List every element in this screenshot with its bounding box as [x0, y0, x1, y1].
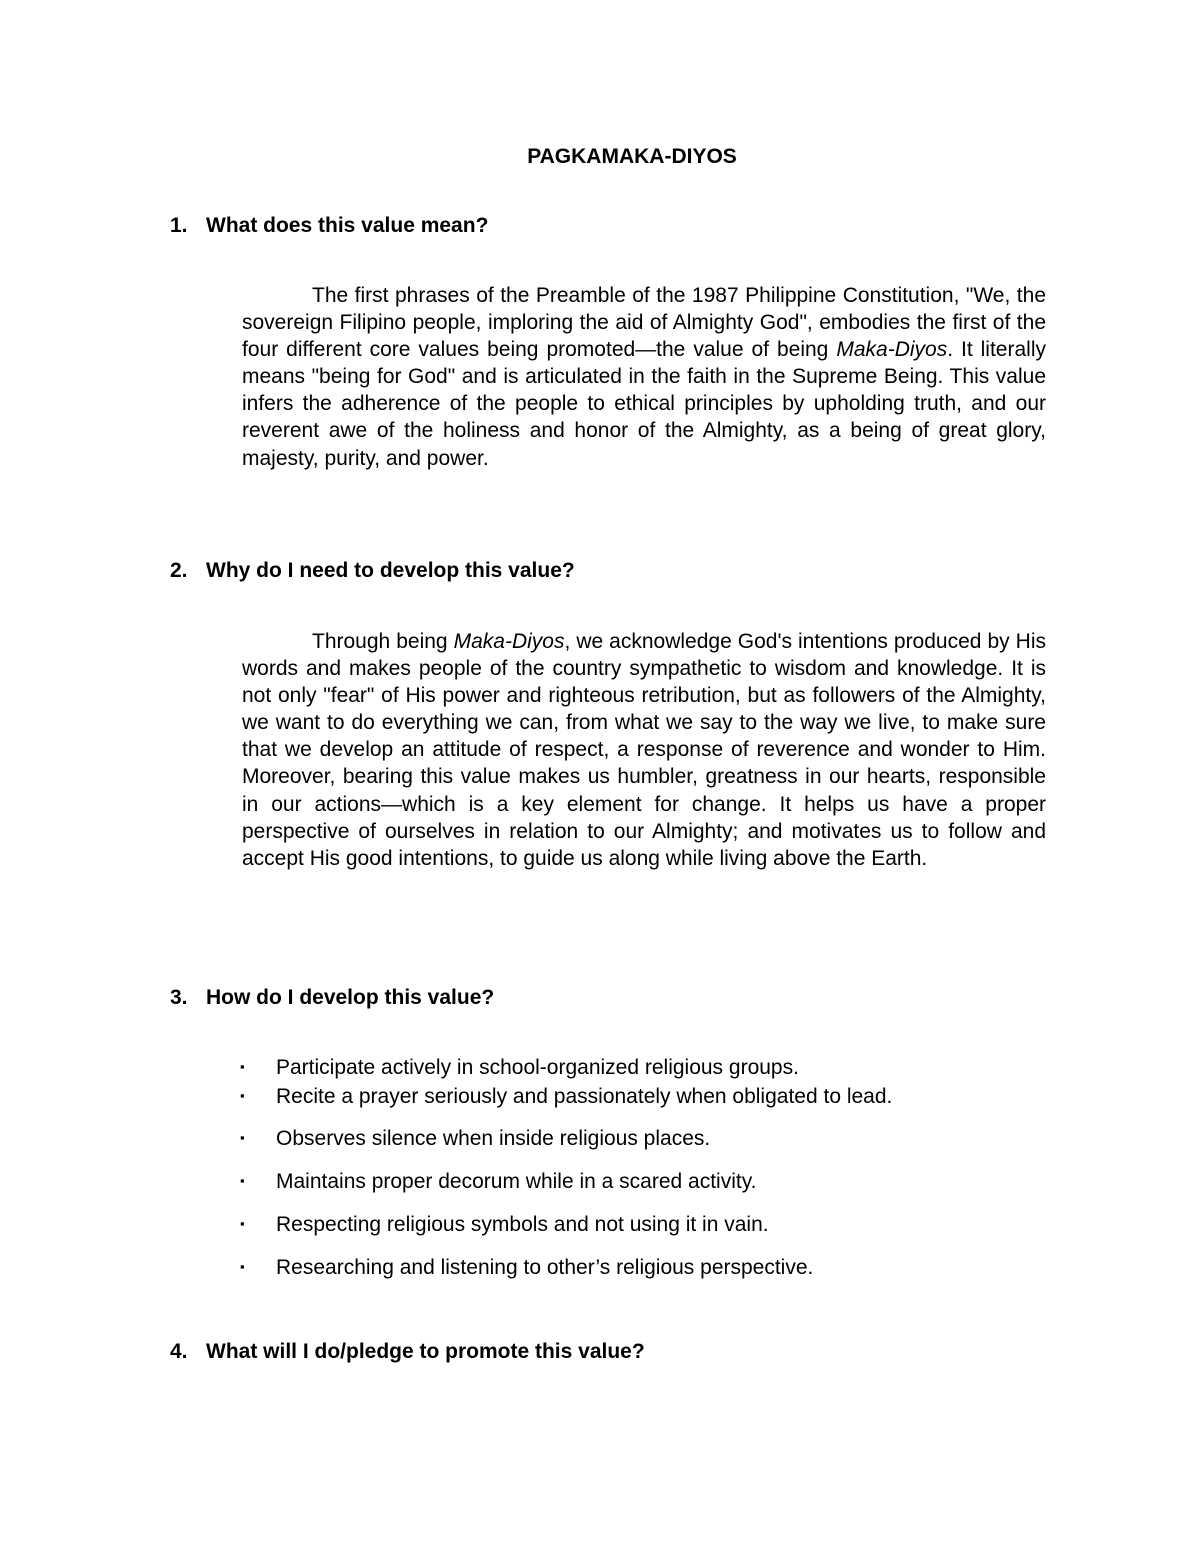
list-item — [240, 1053, 799, 1082]
answer-paragraph-1 — [242, 282, 1046, 472]
paragraph-text: Through being — [312, 630, 454, 653]
bullet-icon: ▪ — [240, 1088, 245, 1103]
list-item-text: Researching and listening to other’s religious perspective. — [276, 1256, 814, 1279]
list-item-text: Participate actively in school-organized religious groups. — [276, 1056, 799, 1079]
bullet-icon: ▪ — [240, 1130, 245, 1145]
document-title: PAGKAMAKA-DIYOS — [527, 145, 737, 168]
question-number: 4. — [170, 1340, 188, 1363]
list-item — [240, 1082, 892, 1111]
paragraph-text: . It literally means "being for God" and is articulated in the faith in the Supreme Being. This value infers the adherence of the people to ethical principles by upholding truth, and our reverent awe of the holiness and honor of the Almighty, as a being of great glory, majesty, purity, and power. — [242, 338, 1046, 470]
question-4 — [170, 1337, 645, 1367]
paragraph-text: , we acknowledge God's intentions produced by His words and makes people of the country sympathetic to wisdom and knowledge. It is not only "fear" of His power and righteous retribution, but as followers of the Almighty, we want to do everything we can, from what we say to the way we live, to make sure that we develop an attitude of respect, a response of reverence and wonder to Him. Moreover, bearing this value makes us humbler, greatness in our hearts, responsible in our actions—which is a key element for change. It helps us have a proper perspective of ourselves in relation to our Almighty; and motivates us to follow and accept His good intentions, to guide us along while living above the Earth. — [242, 630, 1046, 870]
list-item — [240, 1253, 813, 1282]
question-number: 1. — [170, 214, 188, 237]
question-number: 3. — [170, 986, 188, 1009]
bullet-icon: ▪ — [240, 1259, 245, 1274]
italic-term: Maka-Diyos — [453, 630, 565, 653]
question-text: How do I develop this value? — [206, 986, 495, 1009]
answer-paragraph-2 — [242, 628, 1046, 872]
question-text: Why do I need to develop this value? — [206, 559, 575, 582]
question-1 — [170, 211, 488, 241]
list-item — [240, 1124, 710, 1153]
question-text: What does this value mean? — [206, 214, 489, 237]
list-item-text: Observes silence when inside religious places. — [276, 1127, 711, 1150]
bullet-icon: ▪ — [240, 1059, 245, 1074]
list-item-text: Maintains proper decorum while in a scared activity. — [276, 1170, 757, 1193]
question-2 — [170, 556, 575, 586]
list-item-text: Recite a prayer seriously and passionately when obligated to lead. — [276, 1085, 893, 1108]
list-item — [240, 1167, 757, 1196]
bullet-icon: ▪ — [240, 1216, 245, 1231]
bullet-icon: ▪ — [240, 1173, 245, 1188]
question-text: What will I do/pledge to promote this value? — [206, 1340, 645, 1363]
question-number: 2. — [170, 559, 188, 582]
question-3 — [170, 983, 494, 1013]
list-item-text: Respecting religious symbols and not using it in vain. — [276, 1213, 769, 1236]
paragraph-text: The first phrases of the Preamble of the 1987 Philippine Constitution, "We, the sovereign Filipino people, imploring the aid of Almighty God", embodies the first of the four different core values being promoted—the value of being — [242, 284, 1046, 362]
list-item — [240, 1210, 769, 1239]
italic-term: Maka-Diyos — [836, 338, 948, 362]
